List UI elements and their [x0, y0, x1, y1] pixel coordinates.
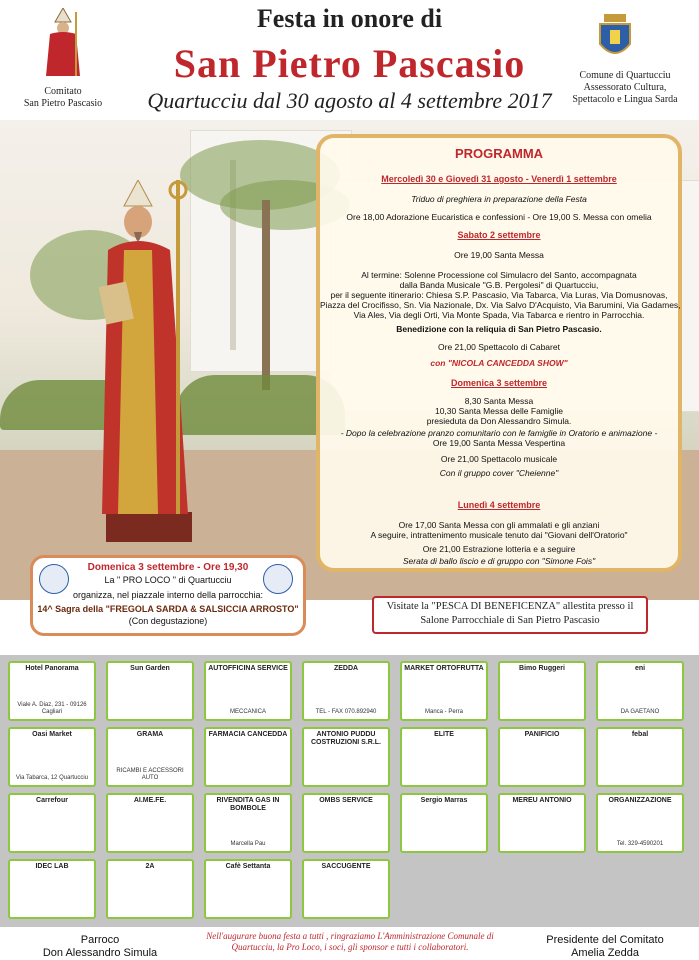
sponsor-tile [106, 859, 194, 919]
sponsor-name: ANTONIO PUDDU COSTRUZIONI S.R.L. [311, 731, 381, 746]
programme-line: Con il gruppo cover "Cheienne" [439, 468, 559, 478]
sponsor-name: Cafè Settanta [225, 863, 271, 870]
sponsor-detail: DA GAETANO [620, 709, 660, 715]
sponsor-tile [302, 661, 390, 721]
footer-thanks: Nell'augurare buona festa a tutti , ringraziamo L'Amministrazione Comunale di Quartucciu, la Pro Loco, i soci, gli sponsor e tutti i collaboratori. [206, 931, 494, 952]
saint-icon [42, 8, 84, 78]
sponsor-name: FARMACIA CANCEDDA [208, 731, 288, 738]
sponsor-name: AUTOFFICINA SERVICE [208, 665, 288, 672]
sponsor-detail: Marcella Pau [230, 841, 266, 847]
poster-title-line1: Festa in onore di [256, 4, 443, 33]
programme-line: 8,30 Santa Messa [464, 396, 534, 406]
sponsor-tile [8, 859, 96, 919]
sponsor-detail: Viale A. Diaz, 231 - 09126 Cagliari [17, 702, 87, 715]
programme-line: con "NICOLA CANCEDDA SHOW" [430, 358, 568, 368]
proloco-box [30, 555, 306, 636]
sponsor-detail: Tel. 329-4590201 [616, 841, 664, 847]
sponsor-tile [498, 727, 586, 787]
sponsor-name: SACCUGENTE [321, 863, 371, 870]
sponsor-detail: Manca - Perra [424, 709, 463, 715]
sponsor-tile [400, 727, 488, 787]
sponsor-tile [400, 793, 488, 853]
sponsor-detail: Via Tabarca, 12 Quartucciu [15, 775, 89, 781]
sponsor-tile [204, 859, 292, 919]
sponsor-name: eni [634, 665, 646, 672]
programme-line: per il seguente itinerario: Chiesa S.P. Pascasio, Via Tabarca, Via Luras, Via Domusnovas, [330, 290, 668, 300]
sponsor-tile [8, 793, 96, 853]
sponsor-name: 2A [145, 863, 155, 870]
programme-line: 10,30 Santa Messa delle Famiglie [434, 406, 564, 416]
sponsor-name: OMBS SERVICE [319, 797, 373, 804]
sponsor-name: MEREU ANTONIO [512, 797, 572, 804]
pesca-box [372, 596, 648, 634]
sponsor-tile [8, 661, 96, 721]
sponsor-tile [106, 793, 194, 853]
programme-panel [316, 134, 682, 572]
footer-right: Presidente del Comitato Amelia Zedda [546, 934, 664, 959]
sponsor-name: MARKET ORTOFRUTTA [404, 665, 484, 672]
sponsor-tile [302, 859, 390, 919]
programme-line: presieduta da Don Alessandro Simula. [426, 416, 572, 426]
poster-title-line3: Quartucciu dal 30 agosto al 4 settembre 2017 [147, 88, 552, 113]
programme-line: Ore 17,00 Santa Messa con gli ammalati e gli anziani [398, 520, 600, 530]
programme-line: Serata di ballo liscio e di gruppo con "Simone Fois" [402, 556, 596, 566]
programme-line: Al termine: Solenne Processione col Simulacro del Santo, accompagnata [361, 270, 637, 280]
sponsor-tile [596, 727, 684, 787]
proloco-event: 14^ Sagra della "FREGOLA SARDA & SALSICCIA ARROSTO" [37, 604, 299, 614]
sponsor-tile [204, 727, 292, 787]
sponsor-tile [302, 793, 390, 853]
sponsor-name: RIVENDITA GAS IN BOMBOLE [216, 797, 280, 812]
saint-statue-image [88, 180, 198, 550]
programme-line: Piazza del Crocifisso, Sn. Via Nazionale, Dx. Via Salvo D'Acquisto, Via Barumini, Via Gadames, [320, 300, 681, 310]
programme-line: Ore 19,00 Santa Messa [454, 250, 544, 260]
sponsor-tile [8, 727, 96, 787]
sponsor-tile [204, 661, 292, 721]
pesca-line2: Salone Parrocchiale di San Pietro Pascasio [420, 615, 600, 626]
programme-line: Domenica 3 settembre [450, 378, 548, 388]
poster-title-line2: San Pietro Pascasio [173, 41, 526, 86]
sponsor-name: Oasi Market [32, 731, 72, 738]
sponsor-name: Sergio Marras [420, 797, 468, 804]
sponsor-name: Sun Garden [130, 665, 170, 672]
sponsor-name: febal [631, 731, 649, 738]
programme-line: dalla Banda Musicale "G.B. Pergolesi" di Quartucciu, [399, 280, 599, 290]
sponsor-name: ZEDDA [333, 665, 359, 672]
programme-line: Benedizione con la reliquia di San Pietro Pascasio. [396, 324, 602, 334]
right-org-label: Comune di Quartucciu Assessorato Cultura, Spettacolo e Lingua Sarda [572, 70, 678, 105]
proloco-date: Domenica 3 settembre - Ore 19,30 [87, 562, 249, 573]
programme-line: Ore 21,00 Spettacolo di Cabaret [438, 342, 560, 352]
sponsor-tile [498, 793, 586, 853]
sponsor-name: ORGANIZZAZIONE [608, 797, 672, 804]
pesca-line1: Visitate la "PESCA DI BENEFICENZA" allestita presso il [386, 601, 634, 612]
programme-line: Ore 18,00 Adorazione Eucaristica e confessioni - Ore 19,00 S. Messa con omelia [346, 212, 652, 222]
programme-line: Ore 21,00 Spettacolo musicale [440, 454, 558, 464]
sponsor-name: Carrefour [36, 797, 68, 804]
programme-line: Mercoledì 30 e Giovedì 31 agosto - Venerdì 1 settembre [381, 174, 617, 184]
sponsor-detail: RICAMBI E ACCESSORI AUTO [116, 768, 184, 781]
sponsor-detail: MECCANICA [229, 709, 266, 715]
sponsor-name: GRAMA [136, 731, 164, 738]
programme-line: Triduo di preghiera in preparazione della Festa [411, 194, 587, 204]
sponsor-tile [106, 661, 194, 721]
programme-line: A seguire, intrattenimento musicale tenuto dai "Giovani dell'Oratorio" [370, 530, 628, 540]
programme-line: Lunedì 4 settembre [457, 500, 541, 510]
sponsor-tile [400, 661, 488, 721]
programme-title: PROGRAMMA [454, 146, 544, 161]
sponsor-tile [204, 793, 292, 853]
sponsor-tile [106, 727, 194, 787]
programme-line: Ore 21,00 Estrazione lotteria e a seguire [422, 544, 576, 554]
sponsor-name: IDEC LAB [35, 863, 69, 870]
sponsors-grid [0, 655, 699, 927]
left-org-label: Comitato San Pietro Pascasio [23, 86, 103, 109]
programme-line: Sabato 2 settembre [457, 230, 541, 240]
sponsor-tile [596, 793, 684, 853]
sponsor-name: Hotel Panorama [25, 665, 79, 672]
coat-of-arms-icon [598, 14, 632, 64]
proloco-org: La " PRO LOCO " di Quartucciu [104, 575, 232, 585]
sponsor-tile [596, 661, 684, 721]
proloco-note: (Con degustazione) [128, 616, 208, 626]
sponsor-tile [302, 727, 390, 787]
programme-line: - Dopo la celebrazione pranzo comunitario con le famiglie in Oratorio e animazione - [340, 428, 658, 438]
sponsor-detail: TEL - FAX 070.892940 [315, 709, 377, 715]
sponsor-name: ELITE [434, 731, 454, 738]
programme-line: Via Ales, Via degli Orti, Via Monte Spada, Via Tabarca e rientro in Parrocchia. [353, 310, 645, 320]
programme-line: Ore 19,00 Santa Messa Vespertina [432, 438, 566, 448]
sponsor-name: AI.ME.FE. [133, 797, 167, 804]
sponsor-tile [498, 661, 586, 721]
footer-left: Parroco Don Alessandro Simula [42, 934, 158, 959]
sponsor-name: Bimo Ruggeri [519, 665, 565, 672]
proloco-text: organizza, nel piazzale interno della parrocchia: [72, 590, 264, 600]
sponsor-name: PANIFICIO [524, 731, 560, 738]
